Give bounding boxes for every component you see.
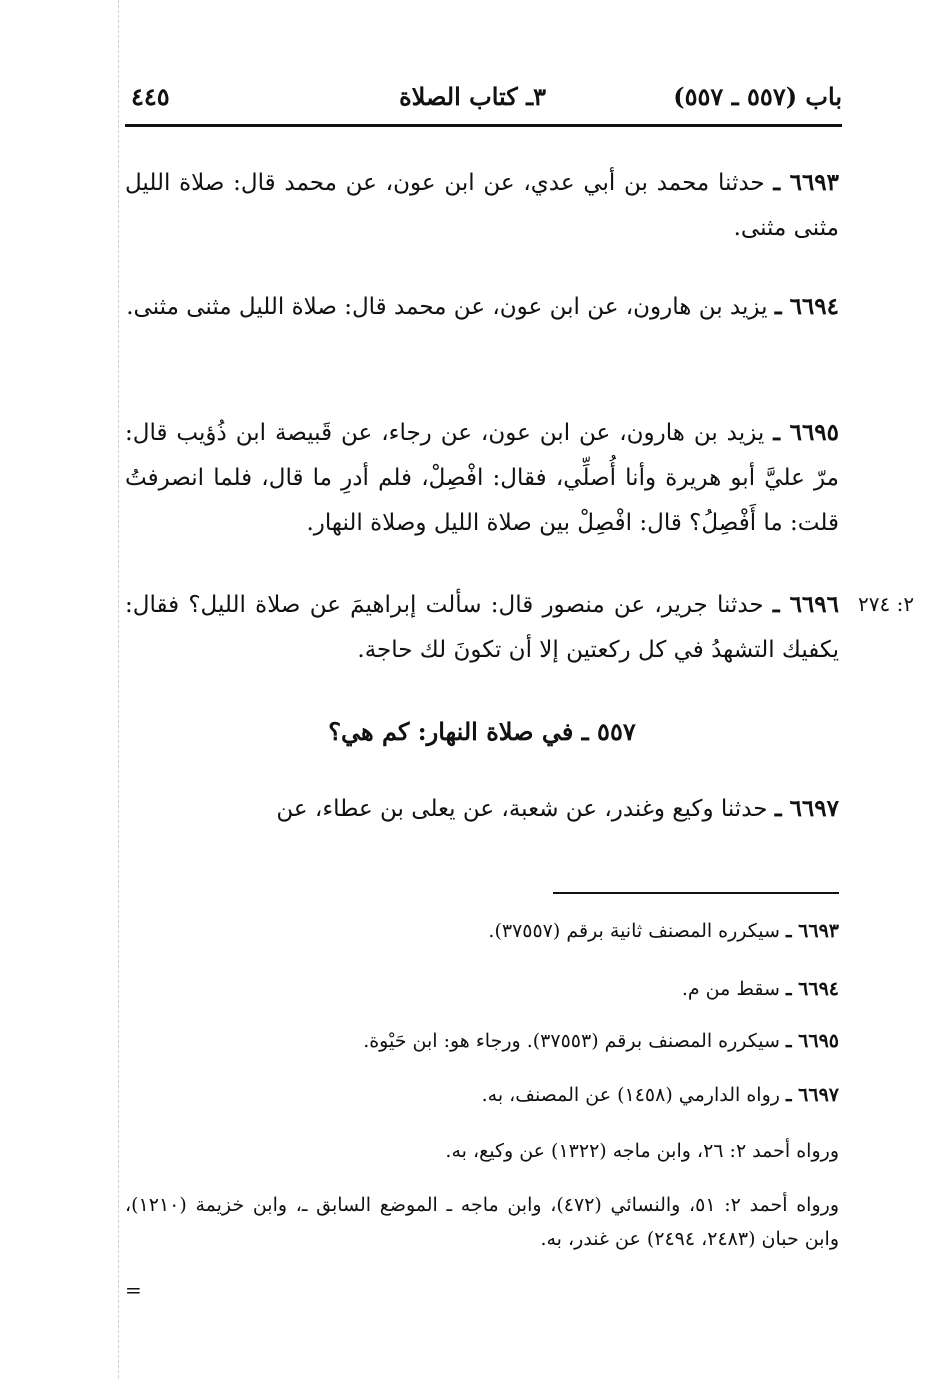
hadith-number: ٦٦٩٣ ـ — [773, 169, 840, 196]
hadith-6696 — [125, 582, 839, 673]
footnote — [125, 1134, 839, 1168]
margin-reference: ٢: ٢٧٤ — [858, 592, 915, 616]
footnote-number: ٦٦٩٥ ـ — [785, 1030, 839, 1052]
footnote-rule — [553, 892, 839, 894]
hadith-number: ٦٦٩٧ ـ — [774, 795, 839, 822]
footnote — [125, 972, 839, 1006]
hadith-6697 — [125, 786, 839, 832]
footnote — [125, 1078, 839, 1112]
hadith-text: يزيد بن هارون، عن ابن عون، عن محمد قال: صلاة الليل مثنى مثنى. — [126, 294, 768, 320]
footnote — [125, 1024, 839, 1058]
page-header — [125, 82, 842, 122]
header-book-title: ٣ـ كتاب الصلاة — [399, 82, 546, 111]
hadith-number: ٦٦٩٥ ـ — [773, 419, 840, 446]
header-page-number: ٤٤٥ — [131, 82, 170, 111]
scan-edge-line — [118, 0, 119, 1378]
footnote-text: سقط من م. — [681, 978, 780, 1000]
hadith-6695 — [125, 410, 839, 546]
footnote-number: ٦٦٩٣ ـ — [785, 920, 839, 942]
footnote-text: سيكرره المصنف ثانية برقم (٣٧٥٥٧). — [488, 920, 780, 942]
hadith-text: حدثنا وكيع وغندر، عن شعبة، عن يعلى بن عطاء، عن — [276, 796, 768, 822]
footnote-number: ٦٦٩٤ ـ — [785, 978, 839, 1000]
hadith-text: حدثنا محمد بن أبي عدي، عن ابن عون، عن محمد قال: صلاة الليل مثنى مثنى. — [125, 170, 839, 241]
hadith-6694 — [125, 284, 839, 330]
footnote — [125, 914, 839, 948]
footnote-text: رواه الدارمي (١٤٥٨) عن المصنف، به. — [481, 1084, 780, 1106]
hadith-text: يزيد بن هارون، عن ابن عون، عن رجاء، عن قَبيصة ابن ذُؤيب قال: مرّ عليَّ أبو هريرة وأنا أُصلِّي، فقال: افْصِلْ، فلم أدرِ ما قال، فلما انصرفتُ قلت: ما أَفْصِلُ؟ قال: افْصِلْ بين صلاة الليل وصلاة النهار. — [125, 420, 839, 536]
hadith-number: ٦٦٩٤ ـ — [774, 293, 839, 320]
footnote-text: ورواه أحمد ٢: ٥١، والنسائي (٤٧٢)، وابن ماجه ـ الموضع السابق ـ، وابن خزيمة (١٢١٠)، وابن حبان (٢٤٨٣، ٢٤٩٤) عن غندر، به. — [125, 1194, 839, 1250]
chapter-heading: ٥٥٧ ـ في صلاة النهار: كم هي؟ — [328, 717, 636, 746]
footnote-number: ٦٦٩٧ ـ — [785, 1084, 839, 1106]
footnote — [125, 1188, 839, 1256]
footnote-text: سيكرره المصنف برقم (٣٧٥٥٣). ورجاء هو: ابن حَيْوة. — [363, 1030, 780, 1052]
footnote-text: ورواه أحمد ٢: ٢٦، وابن ماجه (١٣٢٢) عن وكيع، به. — [445, 1140, 839, 1162]
header-rule — [125, 124, 842, 127]
hadith-6693 — [125, 160, 839, 251]
header-chapter-range: باب (٥٥٧ ـ ٥٥٧) — [673, 82, 842, 111]
hadith-number: ٦٦٩٦ ـ — [772, 591, 839, 618]
hadith-text: حدثنا جرير، عن منصور قال: سألت إبراهيمَ عن صلاة الليل؟ فقال: يكفيك التشهدُ في كل ركعتين إلا أن تكونَ لك حاجة. — [125, 592, 839, 663]
continuation-mark: = — [125, 1278, 142, 1302]
